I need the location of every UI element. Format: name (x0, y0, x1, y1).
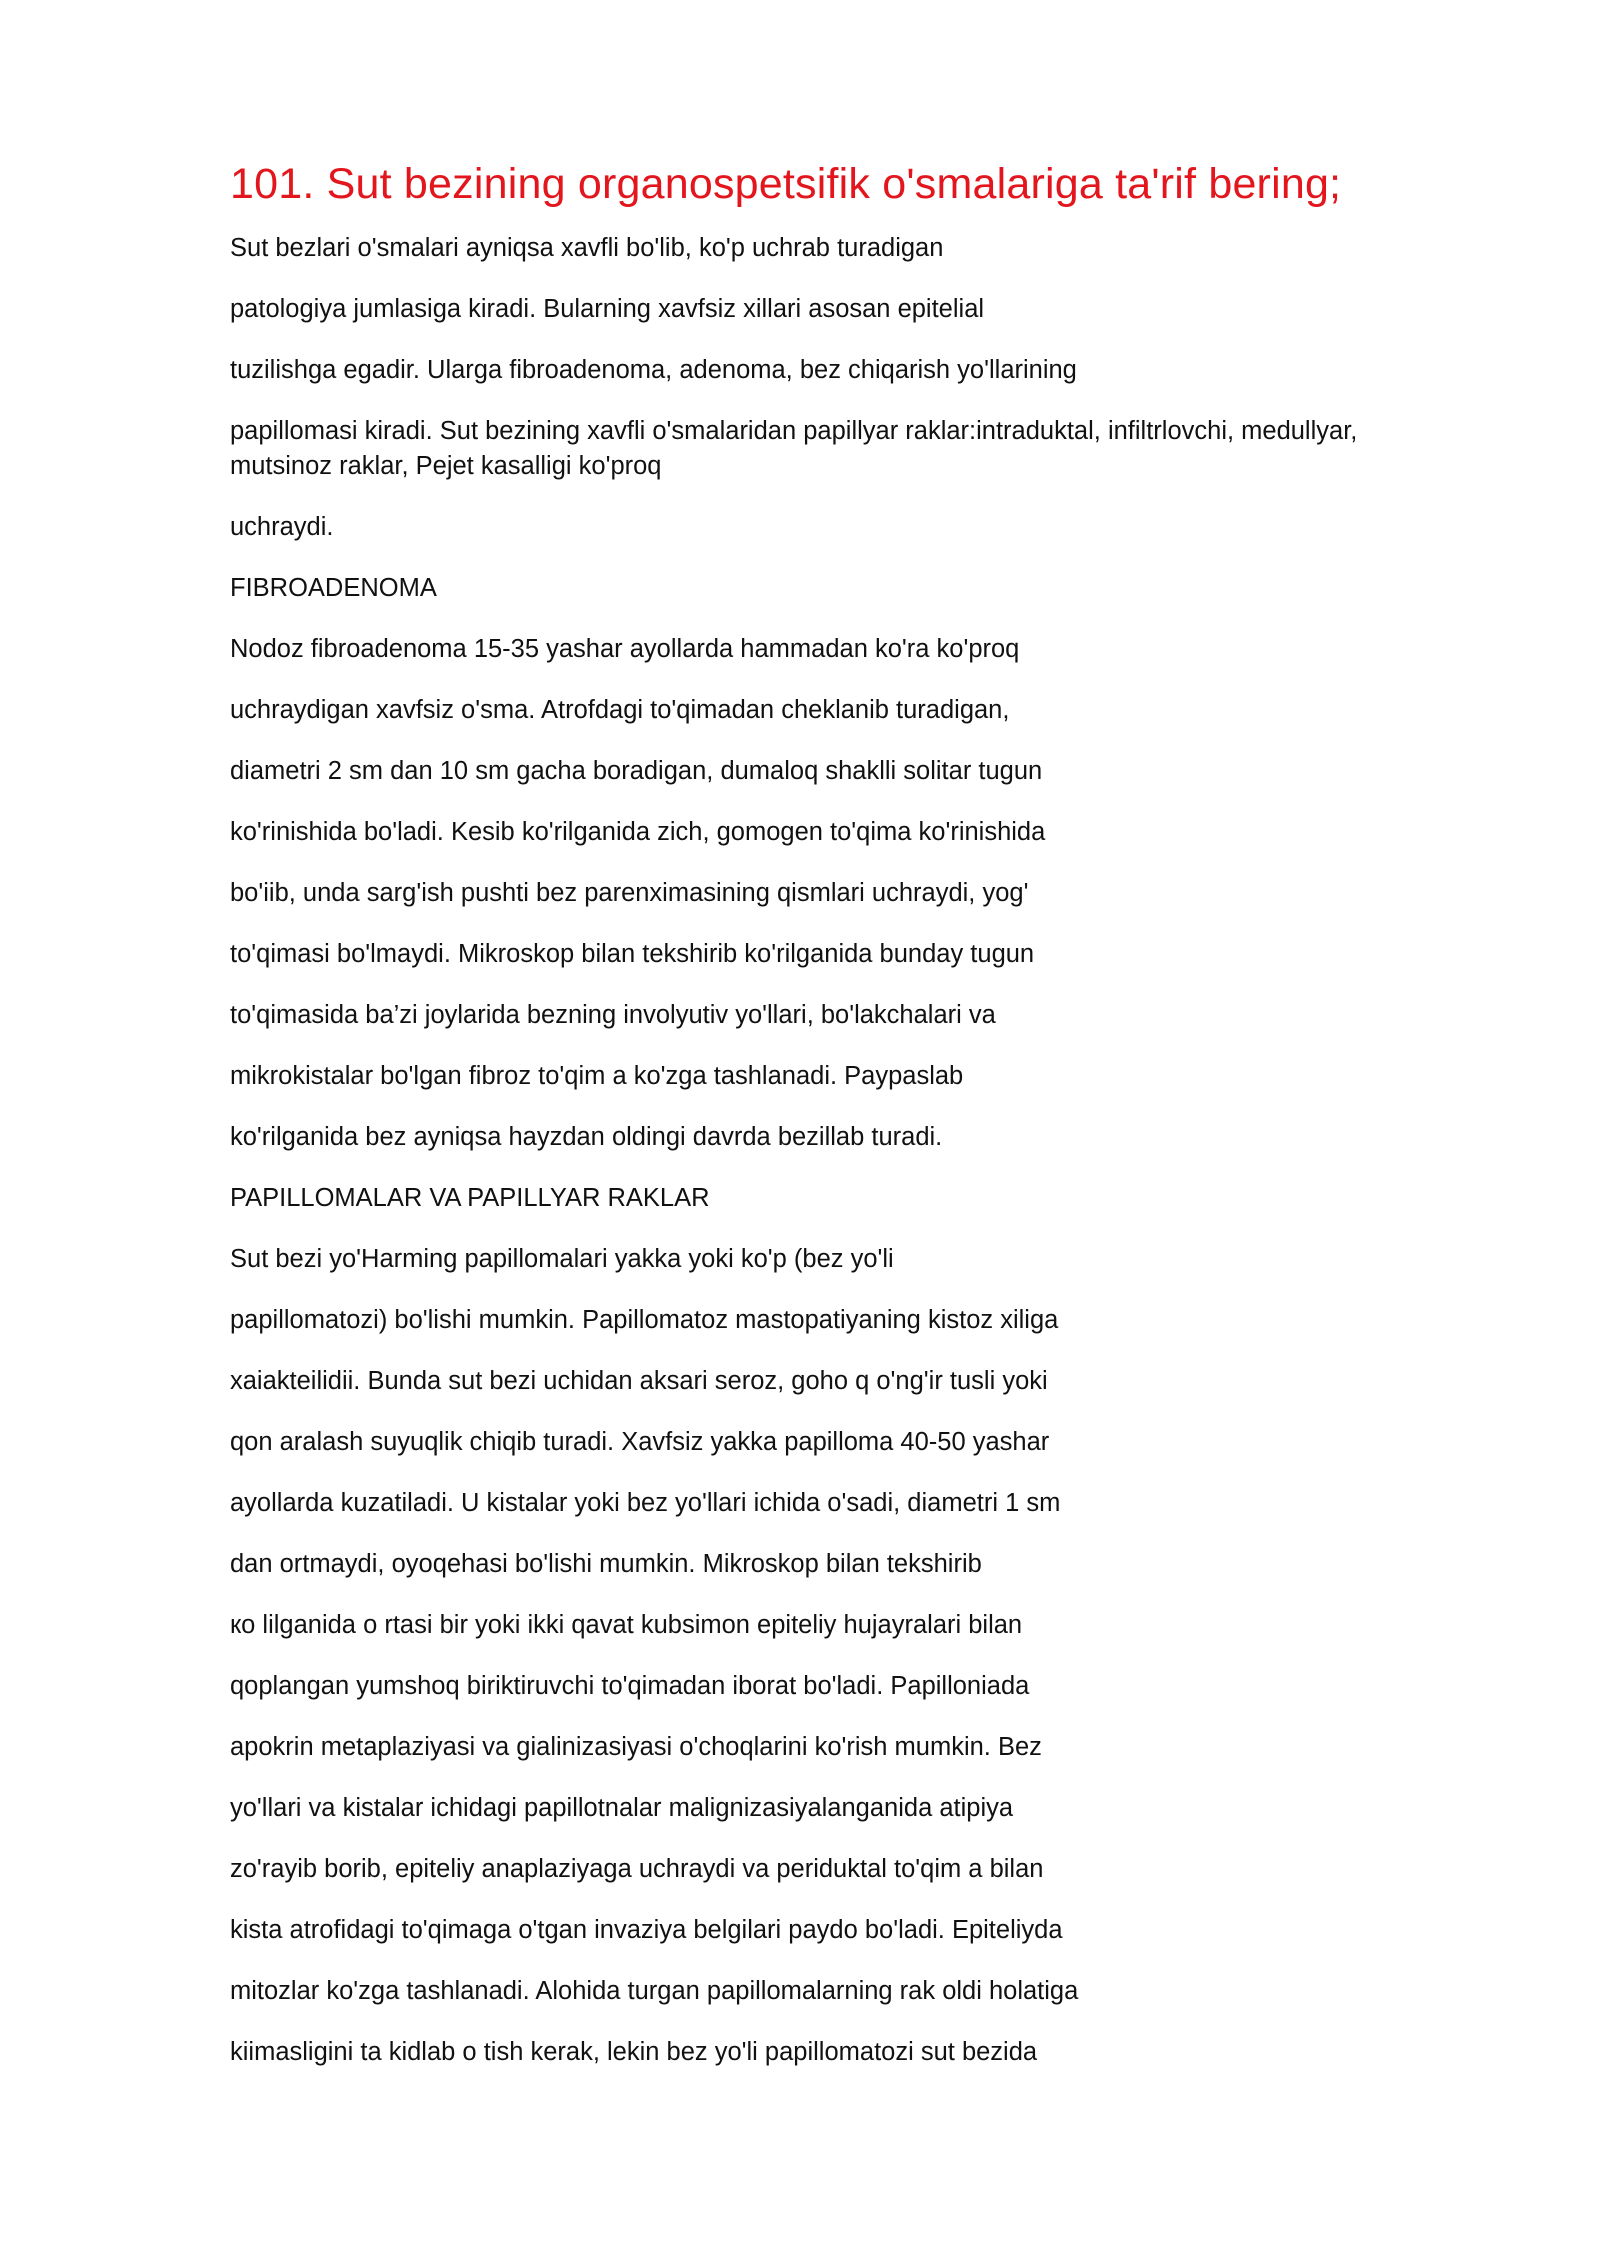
paragraph-line: patologiya jumlasiga kiradi. Bularning xavfsiz xillari asosan epitelial (230, 295, 985, 323)
paragraph-line: uchraydi. (230, 513, 334, 541)
section-heading-fibroadenoma: FIBROADENOMA (230, 574, 437, 602)
paragraph-line: ko'rinishida bo'ladi. Kesib ko'rilganida zich, gomogen to'qima ko'rinishida (230, 818, 1046, 846)
paragraph-line: diametri 2 sm dan 10 sm gacha boradigan, dumaloq shaklli solitar tugun (230, 757, 1043, 785)
page-title: 101. Sut bezining organospetsifik o'smalariga ta'rif bering; (230, 160, 1342, 208)
paragraph-line: Sut bezlari o'smalari ayniqsa xavfli bo'lib, ko'p uchrab turadigan (230, 234, 944, 262)
paragraph-line: zo'rayib borib, epiteliy anaplaziyaga uchraydi va periduktal to'qim a bilan (230, 1855, 1044, 1883)
paragraph-line: qon aralash suyuqlik chiqib turadi. Xavfsiz yakka papilloma 40-50 yashar (230, 1428, 1050, 1456)
paragraph-line: кo lilganida o rtasi bir yoki ikki qavat kubsimon epiteliy hujayralari bilan (230, 1611, 1023, 1639)
paragraph-line: ko'rilganida bez ayniqsa hayzdan oldingi davrda bezillab turadi. (230, 1123, 943, 1151)
paragraph-line: Nodoz fibroadenoma 15-35 yashar ayollarda hammadan ko'ra ko'proq (230, 635, 1020, 663)
paragraph-line: tuzilishga egadir. Ularga fibroadenoma, adenoma, bez chiqarish yo'llarining (230, 356, 1077, 384)
paragraph-line: to'qimasida ba’zi joylarida bezning involyutiv yo'llari, bo'lakchalari va (230, 1001, 996, 1029)
paragraph-line: yo'llari va kistalar ichidagi papillotnalar malignizasiyalanganida atipiya (230, 1794, 1014, 1822)
paragraph-line: xaiakteilidii. Bunda sut bezi uchidan aksari seroz, goho q o'ng'ir tusli yoki (230, 1367, 1048, 1395)
paragraph-line: kiimasligini ta kidlab o tish kerak, lekin bez yo'li papillomatozi sut bezida (230, 2038, 1038, 2066)
paragraph-line: ayollarda kuzatiladi. U kistalar yoki bez yo'llari ichida o'sadi, diametri 1 sm (230, 1489, 1061, 1517)
section-heading-papillomalar: PAPILLOMALAR VA PAPILLYAR RAKLAR (230, 1184, 710, 1212)
document-page (230, 155, 1500, 2096)
paragraph-line: mitozlar ko'zga tashlanadi. Alohida turgan papillomalarning rak oldi holatiga (230, 1977, 1079, 2005)
paragraph-line: qoplangan yumshoq biriktiruvchi to'qimadan iborat bo'ladi. Papilloniada (230, 1672, 1030, 1700)
paragraph-line: mikrokistalar bo'lgan fibroz to'qim a ko'zga tashlanadi. Paypaslab (230, 1062, 964, 1090)
paragraph-line: papillomatozi) bo'lishi mumkin. Papillomatoz mastopatiyaning kistoz xiliga (230, 1306, 1059, 1334)
paragraph-line: mutsinoz raklar, Pejet kasalligi ko'proq (230, 452, 662, 480)
paragraph-line: apokrin metaplaziyasi va gialinizasiyasi o'choqlarini ko'rish mumkin. Bez (230, 1733, 1042, 1761)
paragraph-line: uchraydigan xavfsiz o'sma. Atrofdagi to'qimadan cheklanib turadigan, (230, 696, 1010, 724)
paragraph-line: kista atrofidagi to'qimaga o'tgan invaziya belgilari paydo bo'ladi. Epiteliyda (230, 1916, 1063, 1944)
paragraph-line: to'qimasi bo'lmaydi. Mikroskop bilan tekshirib ko'rilganida bunday tugun (230, 940, 1035, 968)
paragraph-line: dan ortmaydi, oyoqehasi bo'lishi mumkin. Mikroskop bilan tekshirib (230, 1550, 982, 1578)
paragraph-line: papillomasi kiradi. Sut bezining xavfli o'smalaridan papillyar raklar:intraduktal, infiltrlovchi, medullyar, (230, 417, 1358, 445)
paragraph-line: Sut bezi yo'Harming papillomalari yakka yoki ko'p (bez yo'li (230, 1245, 894, 1273)
paragraph-line: bo'iib, unda sarg'ish pushti bez parenximasining qismlari uchraydi, yog' (230, 879, 1029, 907)
